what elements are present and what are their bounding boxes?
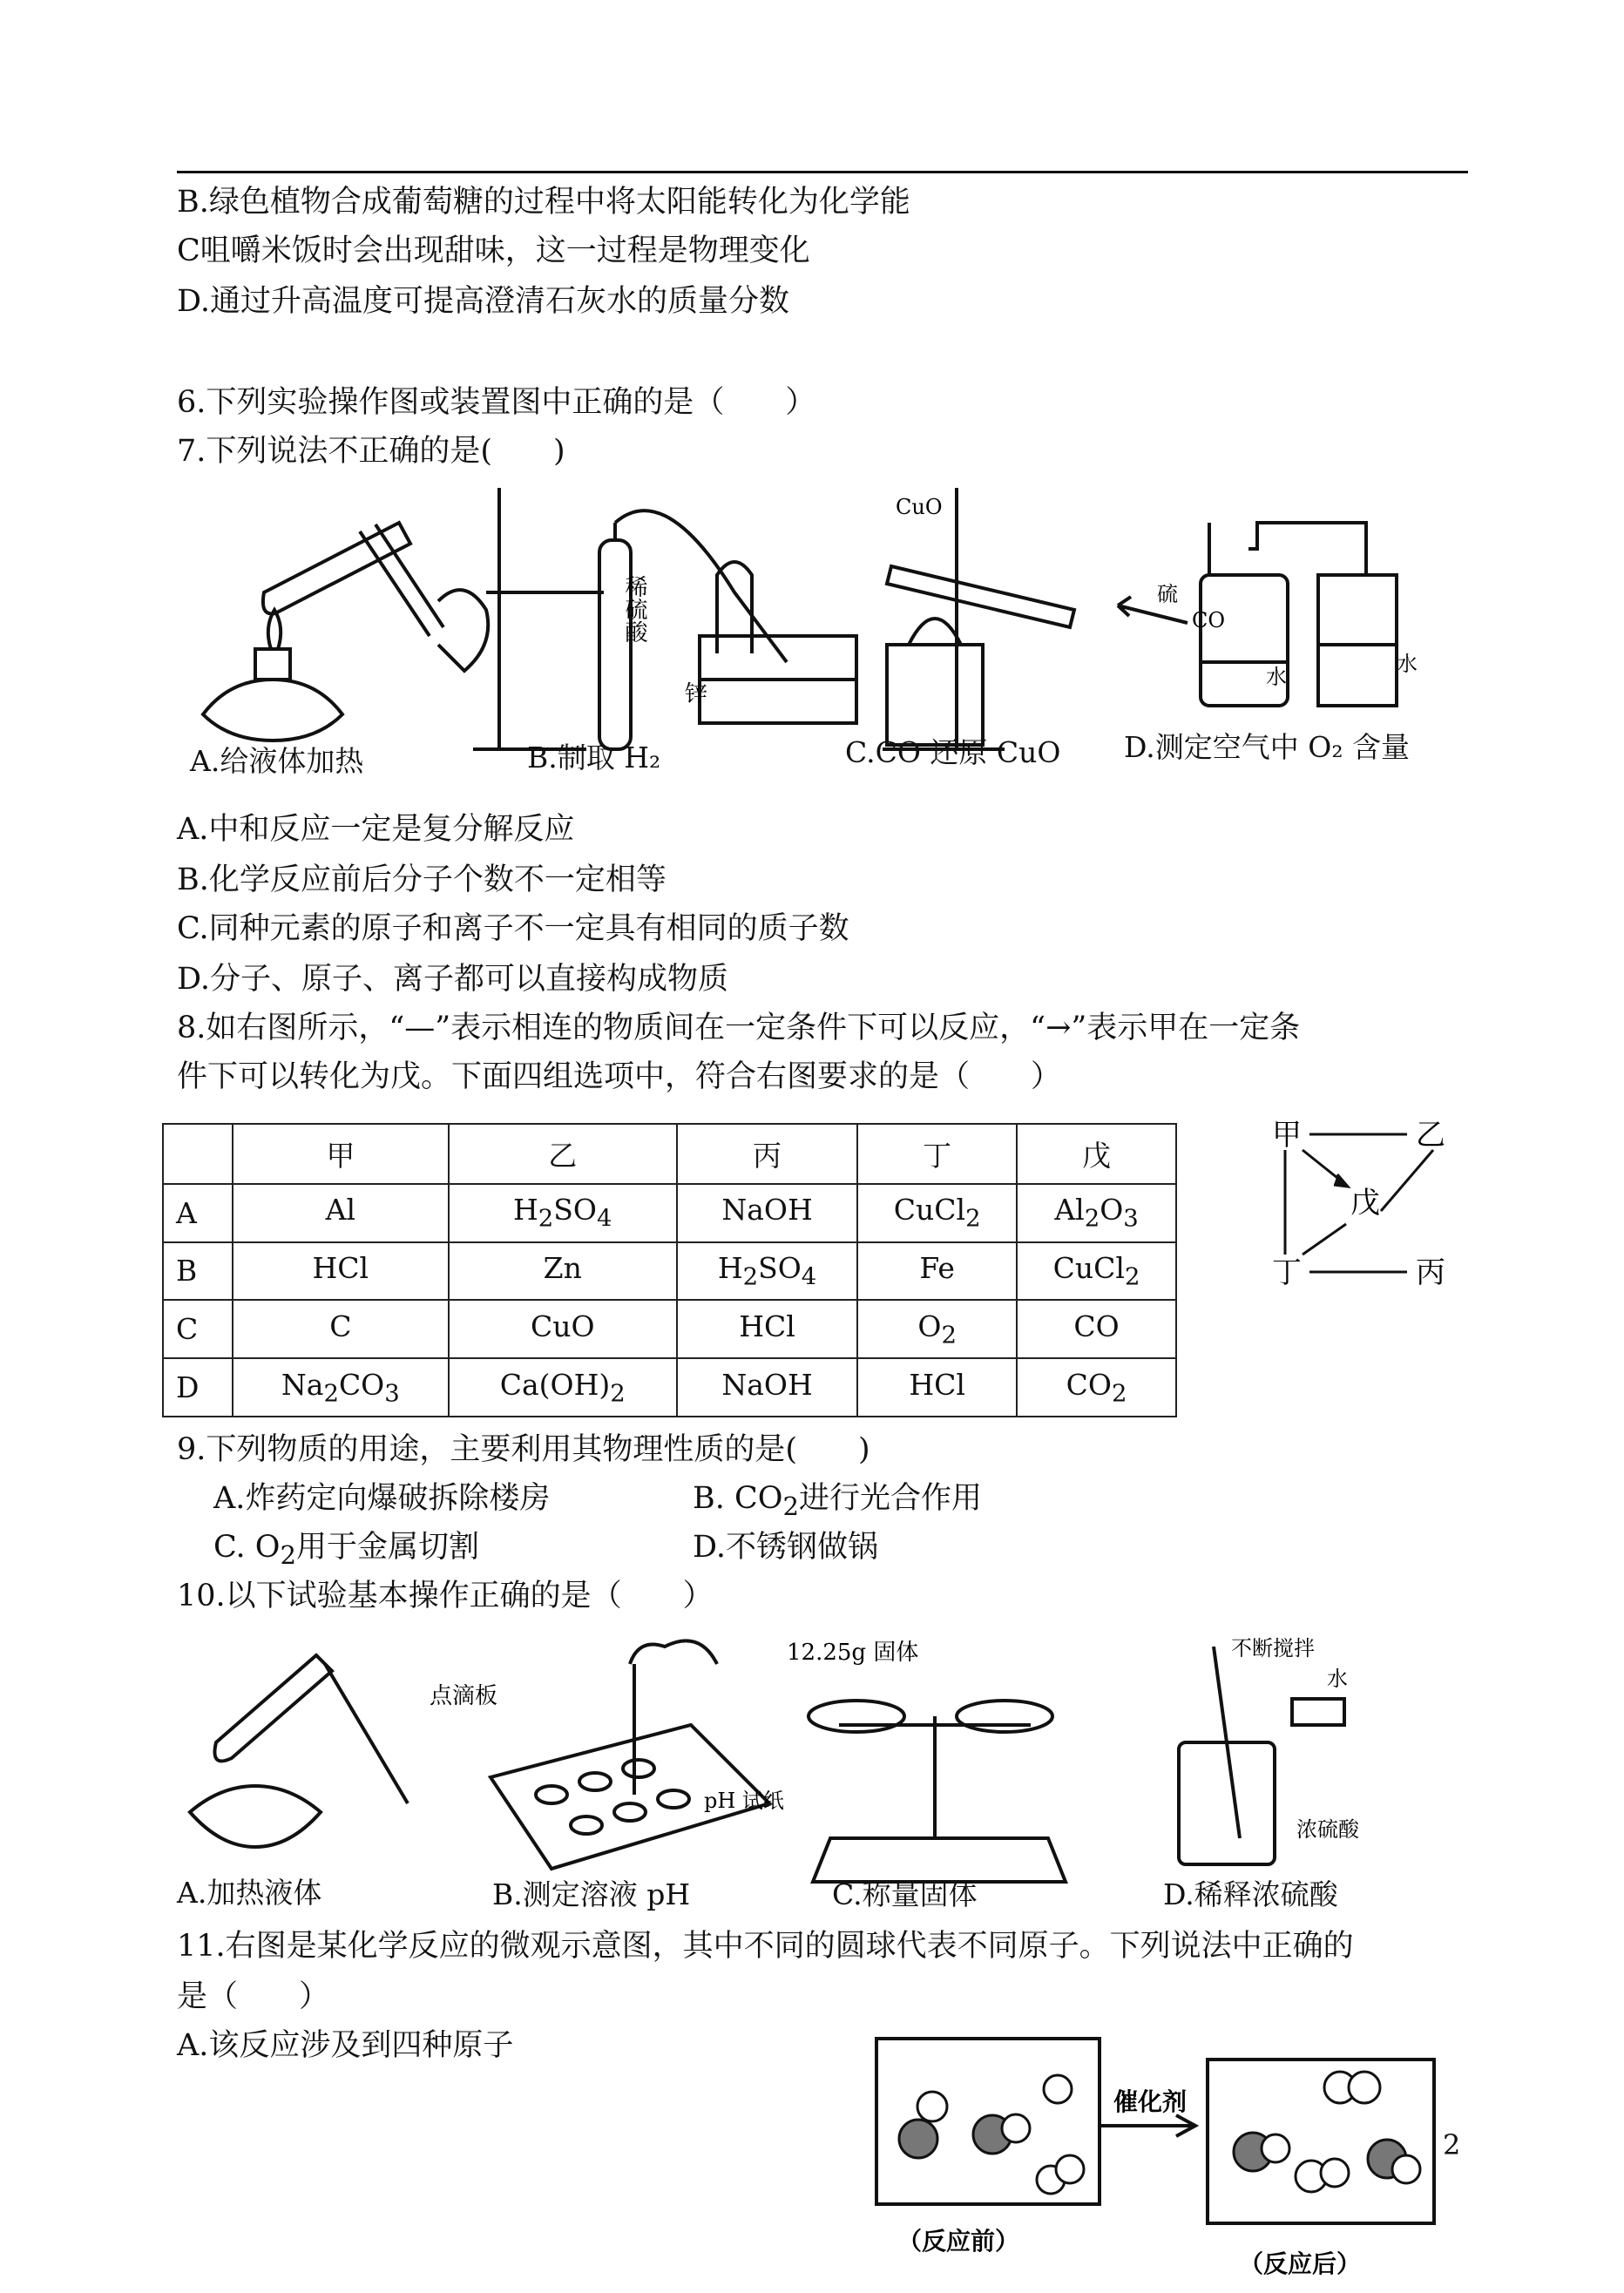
table-cell: $Na_2CO_3$ [233,1358,449,1417]
q10-stem: 10.以下试验基本操作正确的是（ ） [177,1579,714,1613]
q8-stem-line1: 8.如右图所示，“—”表示相连的物质间在一定条件下可以反应，“→”表示甲在一定条 [177,1011,1301,1045]
q11-option-a: A.该反应涉及到四种原子 [177,2028,514,2063]
fig6-acid-label: 稀硫酸 [621,575,647,643]
co-reduction-apparatus-icon [883,488,1188,749]
q8-relation-diagram [1268,1115,1468,1307]
q7-stem: 7.下列说法不正确的是( ) [177,434,565,469]
test-tube-icon [263,523,443,636]
fig10-acid-label: 浓硫酸 [1296,1817,1359,1842]
fig10-caption-c: C.称量固体 [832,1877,978,1911]
fig10-solid-label: 12.25g 固体 [787,1640,919,1666]
table-cell: CO [1017,1300,1176,1358]
table-header-cell: 乙 [449,1124,677,1184]
fig10-stir-label: 不断搅拌 [1231,1636,1315,1661]
spot-plate-icon [491,1640,769,1869]
oxygen-measure-apparatus-icon [1201,523,1397,706]
table-row [163,1184,1176,1242]
fig6-sulfur-label: 硫 [1157,582,1178,606]
q6-stem: 6.下列实验操作图或装置图中正确的是（ ） [177,385,816,420]
q9-stem: 9.下列物质的用途，主要利用其物理性质的是( ) [177,1432,870,1467]
table-cell: CuO [449,1300,677,1358]
row-label: D [163,1358,233,1417]
fig6-water1-label: 水 [1266,665,1287,689]
q5-option-d: D.通过升高温度可提高澄清石灰水的质量分数 [177,284,789,319]
q10-operations-figure [177,1629,1466,1891]
table-header-cell [163,1124,233,1184]
alcohol-lamp-icon [203,610,342,741]
row-label: A [163,1184,233,1242]
q5-option-b: B.绿色植物合成葡萄糖的过程中将太阳能转化为化学能 [177,185,910,220]
hand-icon [438,590,488,671]
q7-option-a: A.中和反应一定是复分解反应 [177,812,575,847]
diagram-ding: 丁 [1272,1255,1302,1290]
fig6-water2-label: 水 [1397,652,1418,676]
q7-option-d: D.分子、原子、离子都可以直接构成物质 [177,962,728,997]
table-header-cell: 丙 [677,1124,857,1184]
fig10-plate-label: 点滴板 [430,1683,498,1709]
fig6-caption-c: C.CO 还原 CuO [845,735,1061,769]
table-header-cell: 丁 [857,1124,1017,1184]
table-cell: Zn [449,1242,677,1301]
table-cell: $H_2SO_4$ [449,1184,677,1242]
fig10-ph-label: pH 试纸 [704,1789,784,1813]
fig10-caption-d: D.稀释浓硫酸 [1163,1877,1338,1911]
page-number: 2 [1443,2128,1461,2161]
fig10-caption-a: A.加热液体 [177,1876,322,1910]
table-cell: CuCl$_2$ [1017,1242,1176,1301]
table-header-cell: 甲 [233,1124,449,1184]
heating-liquid-icon [190,1655,408,1847]
table-cell: HCl [677,1300,857,1358]
diagram-yi: 乙 [1416,1118,1445,1153]
fig6-co-label: CO [1192,608,1226,632]
table-cell: HCl [233,1242,449,1301]
q7-option-b: B.化学反应前后分子个数不一定相等 [177,862,667,897]
q9-option-c: C. $O_2$用于金属切割 [213,1530,480,1570]
row-label: C [163,1300,233,1358]
q11-stem-line2: 是（ ） [177,1979,330,2014]
q11-stem-line1: 11.右图是某化学反应的微观示意图，其中不同的圆球代表不同原子。下列说法中正确的 [177,1929,1354,1964]
fig6-cuo-label: CuO [896,495,943,519]
table-row [163,1358,1176,1417]
q9-option-b: B. $CO_2$进行光合作用 [693,1481,983,1521]
fig10-water-label: 水 [1327,1667,1348,1691]
table-cell: $H_2SO_4$ [677,1242,857,1301]
fig6-zinc-label: 锌 [685,681,708,707]
q11-reaction-diagram [871,2030,1446,2283]
table-cell: $Al_2O_3$ [1017,1184,1176,1242]
balance-icon [809,1701,1066,1882]
table-cell: NaOH [677,1184,857,1242]
after-label: （反应后） [1239,2249,1362,2278]
table-cell: $O_2$ [857,1300,1017,1358]
table-cell: Al [233,1184,449,1242]
table-cell: $CO_2$ [1017,1358,1176,1417]
fig10-caption-b: B.测定溶液 pH [492,1877,691,1911]
row-label: B [163,1242,233,1301]
header-rule [177,171,1468,173]
before-label: （反应前） [897,2227,1020,2256]
table-row [163,1242,1176,1301]
table-header-row [163,1124,1176,1184]
table-cell: C [233,1300,449,1358]
diagram-jia: 甲 [1272,1118,1302,1153]
q9-option-d: D.不锈钢做锅 [693,1530,878,1565]
fig6-caption-b: B.制取 H₂ [527,741,661,774]
q8-stem-line2: 件下可以转化为戊。下面四组选项中，符合右图要求的是（ ） [177,1059,1062,1094]
q9-option-a: A.炸药定向爆破拆除楼房 [213,1481,551,1516]
q8-options-table [162,1123,1177,1417]
table-row [163,1300,1176,1358]
table-cell: Fe [857,1242,1017,1301]
table-cell: CuCl$_2$ [857,1184,1017,1242]
table-cell: $Ca(OH)_2$ [449,1358,677,1417]
q5-option-c: C咀嚼米饭时会出现甜味，这一过程是物理变化 [177,233,810,268]
fig6-caption-d: D.测定空气中 O₂ 含量 [1124,730,1411,764]
catalyst-label: 催化剂 [1113,2087,1188,2116]
hydrogen-apparatus-icon [473,488,856,749]
table-cell: HCl [857,1358,1017,1417]
table-cell: NaOH [677,1358,857,1417]
fig6-caption-a: A.给液体加热 [190,744,364,778]
q7-option-c: C.同种元素的原子和离子不一定具有相同的质子数 [177,911,849,946]
table-header-cell: 戊 [1017,1124,1176,1184]
diagram-wu: 戊 [1350,1186,1380,1221]
diagram-bing: 丙 [1416,1255,1445,1290]
